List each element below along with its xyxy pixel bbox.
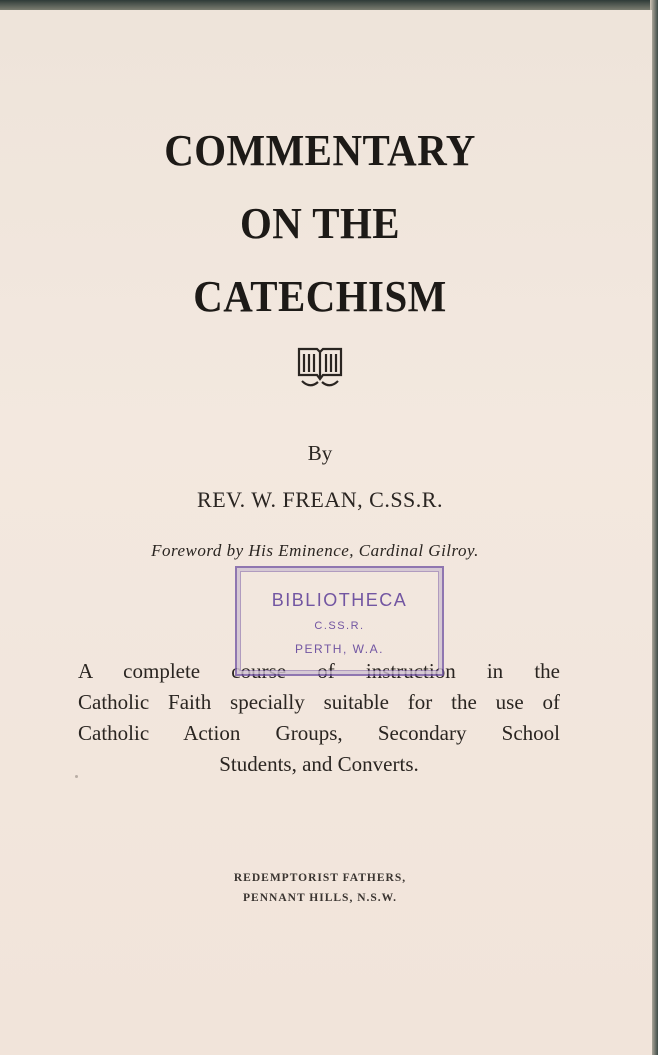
title-line-3: CATECHISM <box>193 272 447 321</box>
publisher-line-2: PENNANT HILLS, N.S.W. <box>243 892 397 904</box>
description-line: Catholic Faith specially suitable for the use of <box>78 690 560 714</box>
title-line-2: ON THE <box>239 199 401 248</box>
stamp-line-1: BIBLIOTHECA <box>271 590 408 610</box>
description-line: A complete course of instruction in the <box>78 659 560 683</box>
publisher-line-1: REDEMPTORIST FATHERS, <box>233 872 407 884</box>
by-label: By <box>307 441 333 465</box>
library-stamp <box>235 566 444 676</box>
foreword-credit: Foreword by His Eminence, Cardinal Gilroy. <box>151 541 479 560</box>
stamp-line-3: PERTH, W.A. <box>295 642 384 656</box>
paper-mark <box>75 775 78 778</box>
open-book-icon <box>296 345 344 389</box>
title-line-1: COMMENTARY <box>164 126 476 175</box>
stamp-line-2: C.SS.R. <box>314 620 365 632</box>
description-line: Students, and Converts. <box>219 752 419 776</box>
description-line: Catholic Action Groups, Secondary School <box>78 721 560 745</box>
author-name: REV. W. FREAN, C.SS.R. <box>197 487 443 512</box>
